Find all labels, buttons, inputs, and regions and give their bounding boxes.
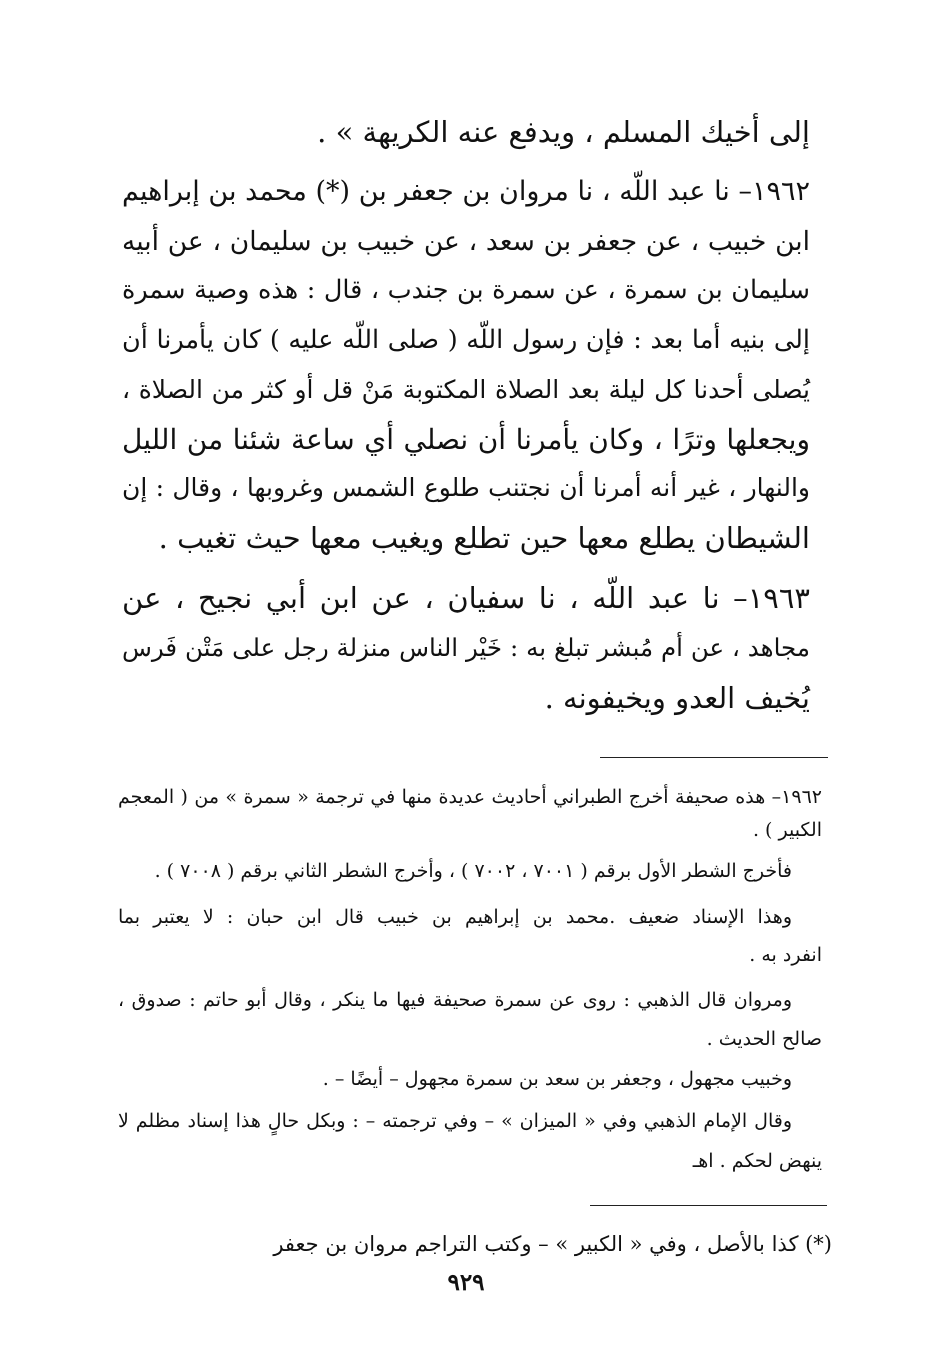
footnote-line: ومروان قال الذهبي : روى عن سمرة صحيفة فيها ما ينكر ، وقال أبو حاتم : صدوق ، [118, 989, 792, 1011]
page-number: ٩٢٩ [447, 1269, 485, 1296]
hadith-1962-heading-line: ١٩٦٢– نا عبد اللّه ، نا مروان بن جعفر بن (*) محمد بن إبراهيم [122, 176, 810, 207]
main-text-line: إلى بنيه أما بعد : فإن رسول اللّه ( صلى اللّه عليه ) كان يأمرنا أن [122, 325, 810, 355]
main-text-line: إلى أخيك المسلم ، ويدفع عنه الكريهة » . [317, 115, 810, 149]
footnote-line: صالح الحديث . [706, 1028, 822, 1050]
footnote-line: ١٩٦٢– هذه صحيفة أخرج الطبراني أحاديث عديدة منها في ترجمة « سمرة » من ( المعجم [118, 786, 822, 808]
footnote-line: وقال الإمام الذهبي وفي « الميزان » – وفي ترجمته – : وبكل حالٍ هذا إسناد مظلم لا [118, 1110, 792, 1132]
footnote-line: الكبير ) . [752, 819, 822, 841]
main-text-line: الشيطان يطلع معها حين تطلع ويغيب معها حيث تغيب . [158, 521, 810, 555]
main-text-line: والنهار ، غير أنه أمرنا أن نجتنب طلوع الشمس وغروبها ، وقال : إن [122, 473, 810, 502]
note-separator [590, 1205, 827, 1206]
footnote-separator [600, 757, 828, 758]
footnote-line: ينهض لحكم . اهـ [692, 1150, 822, 1172]
editor-note: (*) كذا بالأصل ، وفي « الكبير » – وكتب التراجم مروان بن جعفر [273, 1232, 832, 1256]
main-text-line: ابن خبيب ، عن جعفر بن سعد ، عن خبيب بن سليمان ، عن أبيه [122, 226, 810, 257]
main-text-line: سليمان بن سمرة ، عن سمرة بن جندب ، قال : هذه وصية سمرة [122, 275, 810, 305]
main-text-line: يُخيف العدو ويخيفونه . [544, 681, 810, 715]
main-text-line: مجاهد ، عن أم مُبشر تبلغ به : خَيْر الناس منزلة رجل على مَتْن فَرس [122, 633, 810, 662]
footnote-line: وخبيب مجهول ، وجعفر بن سعد بن سمرة مجهول – أيضًا – . [322, 1068, 792, 1090]
footnote-line: انفرد به . [749, 944, 822, 966]
main-text-line: يُصلى أحدنا كل ليلة بعد الصلاة المكتوبة مَنْ قل أو كثر من الصلاة ، [122, 375, 810, 404]
main-text-line: ويجعلها وترًا ، وكان يأمرنا أن نصلي أي ساعة شئنا من الليل [122, 423, 810, 456]
footnote-line: فأخرج الشطر الأول برقم ( ٧٠٠١ ، ٧٠٠٢ ) ، وأخرج الشطر الثاني برقم ( ٧٠٠٨ ) . [154, 860, 792, 882]
hadith-1963-heading-line: ١٩٦٣– نا عبد اللّه ، نا سفيان ، عن ابن أبي نجيح ، عن [122, 581, 810, 615]
footnote-line: وهذا الإسناد ضعيف .محمد بن إبراهيم بن خبيب قال ابن حبان : لا يعتبر بما [118, 906, 792, 928]
